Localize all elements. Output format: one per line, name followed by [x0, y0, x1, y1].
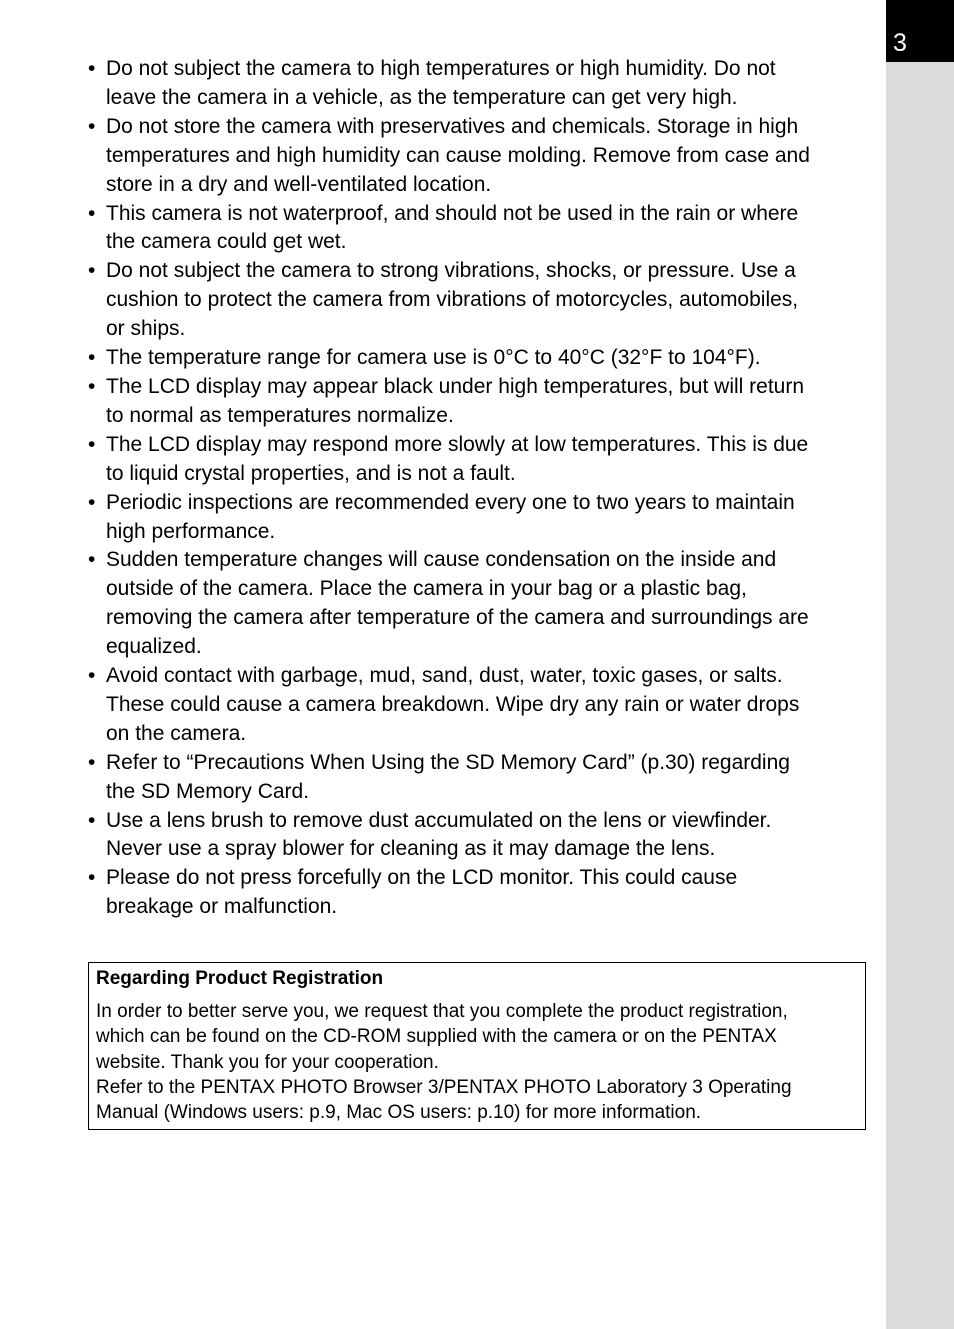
notice-title: Regarding Product Registration [96, 968, 384, 989]
bullet-marker: • [88, 750, 96, 774]
list-item [88, 864, 878, 922]
list-item [88, 662, 878, 749]
notice-body [96, 999, 858, 1125]
list-item-line: to liquid crystal properties, and is not a fault. [106, 461, 516, 485]
list-item-line: Avoid contact with garbage, mud, sand, dust, water, toxic gases, or salts. [106, 664, 783, 688]
list-item-line: on the camera. [106, 721, 247, 745]
list-item-line: equalized. [106, 635, 202, 659]
bullet-marker: • [88, 664, 96, 688]
bullet-marker: • [88, 57, 96, 80]
list-item-line: The LCD display may respond more slowly at low temperatures. This is due [106, 432, 809, 456]
bullet-marker: • [88, 490, 96, 514]
list-item-line: leave the camera in a vehicle, as the temperature can get very high. [106, 85, 738, 109]
list-item-line: Do not store the camera with preservatives and chemicals. Storage in high [106, 114, 799, 138]
list-item-line: Use a lens brush to remove dust accumulated on the lens or viewfinder. [106, 808, 772, 832]
bullet-marker: • [88, 866, 96, 890]
list-item-line: Sudden temperature changes will cause condensation on the inside and [106, 548, 777, 572]
bullet-marker: • [88, 114, 96, 138]
list-item [88, 373, 878, 431]
list-item [88, 431, 878, 489]
list-item-line: store in a dry and well-ventilated location. [106, 172, 492, 196]
bullet-marker: • [88, 346, 96, 370]
list-item-line: Never use a spray blower for cleaning as it may damage the lens. [106, 837, 716, 861]
list-item-line: The temperature range for camera use is 0°C to 40°C (32°F to 104°F). [106, 346, 761, 370]
list-item-line: The LCD display may appear black under high temperatures, but will return [106, 374, 805, 398]
list-item-line: the camera could get wet. [106, 230, 347, 254]
notice-line: which can be found on the CD-ROM supplied with the camera or on the PENTAX [96, 1026, 777, 1048]
list-item [88, 489, 878, 547]
list-item-line: Refer to “Precautions When Using the SD Memory Card” (p.30) regarding [106, 750, 790, 774]
side-thumb-strip [886, 0, 954, 1329]
list-item-line: removing the camera after temperature of the camera and surroundings are [106, 606, 809, 630]
list-item [88, 257, 878, 344]
list-item-line: temperatures and high humidity can cause molding. Remove from case and [106, 143, 810, 167]
bullet-marker: • [88, 432, 96, 456]
bullet-marker: • [88, 259, 96, 283]
precautions-list [88, 55, 878, 922]
bullet-marker: • [88, 201, 96, 225]
list-item-line: This camera is not waterproof, and should not be used in the rain or where [106, 201, 799, 225]
page-number-tab [886, 0, 954, 62]
list-item-line: high performance. [106, 519, 276, 543]
page-number: 3 [893, 29, 907, 57]
list-item [88, 200, 878, 258]
list-item-line: Please do not press forcefully on the LCD monitor. This could cause [106, 866, 738, 890]
list-item [88, 55, 878, 113]
list-item [88, 807, 878, 865]
list-item-line: breakage or malfunction. [106, 895, 338, 919]
list-item [88, 749, 878, 807]
list-item-line: to normal as temperatures normalize. [106, 403, 454, 427]
notice-line: In order to better serve you, we request that you complete the product registration, [96, 1001, 788, 1022]
list-item [88, 113, 878, 200]
list-item-line: cushion to protect the camera from vibrations of motorcycles, automobiles, [106, 288, 799, 312]
list-item [88, 546, 878, 662]
bullet-marker: • [88, 374, 96, 398]
list-item-line: the SD Memory Card. [106, 779, 310, 803]
list-item-line: Do not subject the camera to strong vibrations, shocks, or pressure. Use a [106, 259, 796, 283]
list-item-line: or ships. [106, 317, 186, 341]
notice-line: Refer to the PENTAX PHOTO Browser 3/PENTAX PHOTO Laboratory 3 Operating [96, 1076, 792, 1098]
product-registration-box [88, 962, 866, 1130]
list-item-line: Do not subject the camera to high temperatures or high humidity. Do not [106, 57, 776, 80]
bullet-marker: • [88, 808, 96, 832]
list-item-line: These could cause a camera breakdown. Wipe dry any rain or water drops [106, 692, 800, 716]
bullet-marker: • [88, 548, 96, 572]
list-item-line: outside of the camera. Place the camera in your bag or a plastic bag, [106, 577, 747, 601]
notice-line: website. Thank you for your cooperation. [96, 1051, 439, 1073]
list-item-line: Periodic inspections are recommended every one to two years to maintain [106, 490, 795, 514]
notice-line: Manual (Windows users: p.9, Mac OS users: p.10) for more information. [96, 1102, 702, 1124]
list-item [88, 344, 878, 373]
